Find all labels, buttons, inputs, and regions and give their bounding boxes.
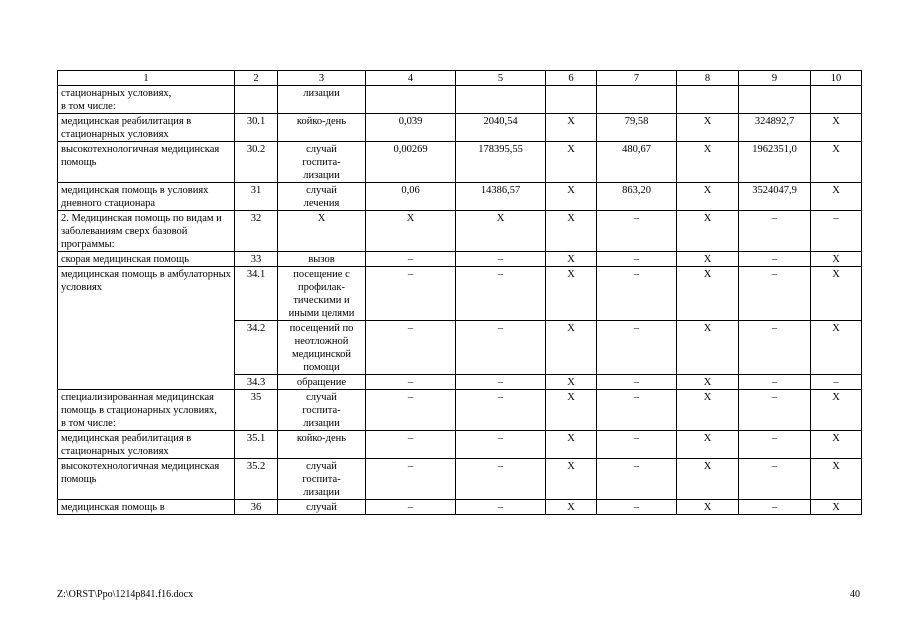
value-cell: – (597, 375, 677, 390)
value-cell: Х (677, 459, 739, 500)
table-row (58, 431, 862, 459)
value-cell: Х (811, 459, 862, 500)
table-row (58, 142, 862, 183)
row-unit-cell: случай (278, 500, 366, 515)
value-cell: Х (366, 211, 456, 252)
value-cell: – (366, 431, 456, 459)
value-cell: Х (546, 375, 597, 390)
row-unit-cell: случай госпита- лизации (278, 390, 366, 431)
row-name-cell: специализированная медицинская помощь в стационарных условиях, в том числе: (58, 390, 235, 431)
row-name-cell: медицинская помощь в (58, 500, 235, 515)
value-cell: Х (677, 431, 739, 459)
value-cell (456, 86, 546, 114)
value-cell: Х (546, 500, 597, 515)
value-cell: Х (811, 252, 862, 267)
row-number-cell: 36 (235, 500, 278, 515)
row-number-cell: 34.2 (235, 321, 278, 375)
table-header-row (58, 71, 862, 86)
value-cell: – (739, 431, 811, 459)
row-unit-cell: случай госпита- лизации (278, 142, 366, 183)
value-cell: – (366, 459, 456, 500)
value-cell: – (739, 500, 811, 515)
footer-file-path: Z:\ORST\Ppo\1214p841.f16.docx (57, 589, 194, 600)
row-number-cell: 30.2 (235, 142, 278, 183)
value-cell: Х (811, 114, 862, 142)
value-cell: – (739, 252, 811, 267)
column-header: 10 (811, 71, 862, 86)
value-cell: 0,039 (366, 114, 456, 142)
value-cell: Х (677, 500, 739, 515)
column-header: 1 (58, 71, 235, 86)
value-cell: – (597, 321, 677, 375)
row-number-cell: 34.3 (235, 375, 278, 390)
value-cell: – (739, 267, 811, 321)
row-number-cell: 33 (235, 252, 278, 267)
row-unit-cell: Х (278, 211, 366, 252)
value-cell: – (739, 390, 811, 431)
value-cell (739, 86, 811, 114)
value-cell: – (597, 390, 677, 431)
row-unit-cell: вызов (278, 252, 366, 267)
table-row (58, 267, 862, 321)
value-cell: 2040,54 (456, 114, 546, 142)
column-header: 8 (677, 71, 739, 86)
value-cell: 1962351,0 (739, 142, 811, 183)
value-cell: – (597, 252, 677, 267)
value-cell: 0,06 (366, 183, 456, 211)
value-cell: Х (677, 142, 739, 183)
row-number-cell: 35.1 (235, 431, 278, 459)
row-unit-cell: посещение с профилак- тическими и иными целями (278, 267, 366, 321)
row-unit-cell: случай лечения (278, 183, 366, 211)
value-cell: Х (546, 390, 597, 431)
value-cell: – (456, 267, 546, 321)
value-cell: – (366, 267, 456, 321)
value-cell: Х (811, 500, 862, 515)
value-cell: Х (546, 459, 597, 500)
value-cell (597, 86, 677, 114)
table-row (58, 390, 862, 431)
column-header: 7 (597, 71, 677, 86)
column-header: 2 (235, 71, 278, 86)
value-cell: – (366, 390, 456, 431)
value-cell: Х (677, 375, 739, 390)
value-cell: – (739, 211, 811, 252)
value-cell: – (597, 431, 677, 459)
value-cell: Х (546, 183, 597, 211)
value-cell: – (456, 375, 546, 390)
row-number-cell: 30.1 (235, 114, 278, 142)
value-cell: – (456, 321, 546, 375)
column-header: 9 (739, 71, 811, 86)
value-cell: Х (677, 252, 739, 267)
value-cell: Х (546, 142, 597, 183)
row-number-cell: 35.2 (235, 459, 278, 500)
footer-page-number: 40 (850, 589, 860, 600)
table-row (58, 500, 862, 515)
column-header: 5 (456, 71, 546, 86)
value-cell: – (739, 321, 811, 375)
value-cell: – (366, 252, 456, 267)
row-name-cell: медицинская реабилитация в стационарных условиях (58, 114, 235, 142)
value-cell: 480,67 (597, 142, 677, 183)
value-cell: Х (677, 114, 739, 142)
value-cell: Х (546, 267, 597, 321)
row-number-cell (235, 86, 278, 114)
value-cell (366, 86, 456, 114)
value-cell: – (456, 459, 546, 500)
row-number-cell: 32 (235, 211, 278, 252)
value-cell: – (456, 390, 546, 431)
table-row (58, 183, 862, 211)
column-header: 4 (366, 71, 456, 86)
value-cell: 79,58 (597, 114, 677, 142)
value-cell: 863,20 (597, 183, 677, 211)
value-cell: Х (546, 252, 597, 267)
row-name-cell: 2. Медицинская помощь по видам и заболеваниям сверх базовой программы: (58, 211, 235, 252)
value-cell: Х (811, 431, 862, 459)
value-cell: Х (811, 321, 862, 375)
value-cell (811, 86, 862, 114)
table-row (58, 114, 862, 142)
value-cell: Х (546, 431, 597, 459)
value-cell: – (597, 500, 677, 515)
value-cell: – (811, 211, 862, 252)
row-unit-cell: посещений по неотложной медицинской помощи (278, 321, 366, 375)
value-cell: Х (677, 183, 739, 211)
value-cell: Х (546, 114, 597, 142)
value-cell: – (739, 459, 811, 500)
row-number-cell: 35 (235, 390, 278, 431)
row-unit-cell: обращение (278, 375, 366, 390)
value-cell: Х (811, 390, 862, 431)
row-unit-cell: койко-день (278, 431, 366, 459)
value-cell: 3524047,9 (739, 183, 811, 211)
value-cell: – (366, 500, 456, 515)
value-cell: Х (456, 211, 546, 252)
table-row (58, 252, 862, 267)
value-cell: Х (677, 390, 739, 431)
value-cell: – (456, 500, 546, 515)
row-name-cell: медицинская реабилитация в стационарных условиях (58, 431, 235, 459)
value-cell: – (456, 252, 546, 267)
row-name-cell: стационарных условиях, в том числе: (58, 86, 235, 114)
row-unit-cell: случай госпита- лизации (278, 459, 366, 500)
row-number-cell: 34.1 (235, 267, 278, 321)
row-unit-cell: лизации (278, 86, 366, 114)
row-name-cell: скорая медицинская помощь (58, 252, 235, 267)
row-name-cell: медицинская помощь в амбулаторных условиях (58, 267, 235, 390)
value-cell: Х (546, 321, 597, 375)
value-cell: Х (811, 183, 862, 211)
value-cell: Х (677, 211, 739, 252)
value-cell: – (597, 267, 677, 321)
value-cell: 0,00269 (366, 142, 456, 183)
row-name-cell: медицинская помощь в условиях дневного стационара (58, 183, 235, 211)
value-cell: 14386,57 (456, 183, 546, 211)
value-cell: – (597, 211, 677, 252)
value-cell: Х (546, 211, 597, 252)
table-row (58, 86, 862, 114)
value-cell: Х (677, 267, 739, 321)
value-cell: – (456, 431, 546, 459)
value-cell: Х (811, 142, 862, 183)
row-name-cell: высокотехнологичная медицинская помощь (58, 459, 235, 500)
value-cell: Х (811, 267, 862, 321)
value-cell (546, 86, 597, 114)
table-row (58, 459, 862, 500)
value-cell: 178395,55 (456, 142, 546, 183)
value-cell: Х (677, 321, 739, 375)
row-unit-cell: койко-день (278, 114, 366, 142)
value-cell: – (597, 459, 677, 500)
value-cell: – (366, 375, 456, 390)
row-number-cell: 31 (235, 183, 278, 211)
column-header: 6 (546, 71, 597, 86)
column-header: 3 (278, 71, 366, 86)
row-name-cell: высокотехнологичная медицинская помощь (58, 142, 235, 183)
value-cell: – (811, 375, 862, 390)
value-cell: 324892,7 (739, 114, 811, 142)
data-table (57, 70, 862, 515)
table-row (58, 211, 862, 252)
value-cell: – (739, 375, 811, 390)
value-cell (677, 86, 739, 114)
value-cell: – (366, 321, 456, 375)
